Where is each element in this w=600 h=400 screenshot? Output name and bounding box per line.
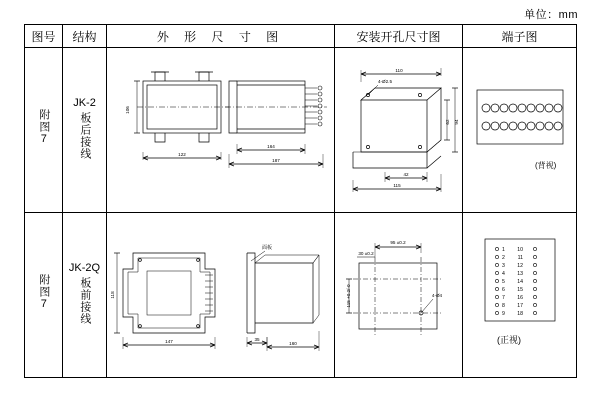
row-2-outline-drawing [107,213,335,378]
header-outline: 外 形 尺 寸 图 [107,25,335,48]
spec-table [24,24,577,378]
terminal-label-11: 11 [517,255,523,261]
dim-115: 115 [393,183,401,188]
dim-42: 42 [403,172,409,177]
dim-122: 122 [178,152,186,157]
terminal-label-12: 12 [517,263,523,269]
jk2q-outline-svg [107,213,335,376]
terminal-label-6: 6 [502,287,505,293]
figure-no-label: 附图7 [37,274,50,311]
row-1-figure-no [25,48,63,213]
row-2-figure-no [25,213,63,378]
table-row [25,48,577,213]
dim-110: 110 [395,68,403,73]
figure-no-label: 附图7 [37,109,50,146]
dim-94: 94 [454,119,459,125]
terminal-label-18: 18 [517,311,523,317]
structure-text-label: 板前接线 [78,276,91,325]
terminal-label-13: 13 [517,271,523,277]
terminal-label-16: 16 [517,295,523,301]
structure-text-label: 板后接线 [78,111,91,160]
dim-118: 118 [110,291,115,299]
terminal-label-5: 5 [502,279,505,285]
header-no: 图号 [25,25,63,48]
dim-160: 160 [289,341,297,346]
terminal-label-9: 9 [502,311,505,317]
dim-147: 147 [165,339,173,344]
terminal-label-2: 2 [502,255,505,261]
row-1-structure [63,48,107,213]
row-2-cutout-drawing [335,213,463,378]
header-structure: 结构 [63,25,107,48]
dim-4-d4: 4-Ø4 [431,293,443,298]
dim-187: 187 [272,158,280,163]
terminal-label-15: 15 [517,287,523,293]
row-1-terminal-diagram [463,48,577,213]
jk2-terminal-svg [463,48,577,211]
terminal-label-10: 10 [517,247,523,253]
terminal-label-4: 4 [502,271,505,277]
dim-164: 164 [267,144,275,149]
header-cutout: 安装开孔尺寸图 [335,25,463,48]
dim-95: 95 ±0.2 [390,240,406,245]
dim-106: 106 [125,106,130,114]
terminal-label-8: 8 [502,303,505,309]
dim-35: 35 [254,337,260,342]
dim-30: 30 ±0.2 [358,251,374,256]
row-1-cutout-drawing [335,48,463,213]
terminal-view-note-2: (正视) [497,335,521,345]
jk2-outline-svg [107,48,335,211]
header-terminal: 端子图 [463,25,577,48]
jk2-cutout-svg [335,48,463,211]
panel-label: 面板 [261,245,273,251]
structure-model-label: JK-2 [73,96,96,109]
terminal-view-note-1: (背视) [535,161,557,170]
dim-115: 115 +0.2/-0 [346,284,351,308]
terminal-label-14: 14 [517,279,523,285]
dim-62: 62 [445,119,450,125]
row-1-outline-drawing [107,48,335,213]
structure-model-label: JK-2Q [68,261,101,274]
terminal-label-17: 17 [517,303,523,309]
dim-4-d25: 4-Ø2.5 [377,79,393,84]
unit-note: 单位：mm [524,9,578,21]
terminal-label-1: 1 [502,247,505,253]
row-2-terminal-diagram [463,213,577,378]
jk2q-terminal-svg [463,213,577,376]
terminal-label-3: 3 [502,263,505,269]
table-header-row [25,25,577,48]
terminal-label-7: 7 [502,295,505,301]
jk2q-cutout-svg [335,213,463,376]
table-row [25,213,577,378]
row-2-structure [63,213,107,378]
